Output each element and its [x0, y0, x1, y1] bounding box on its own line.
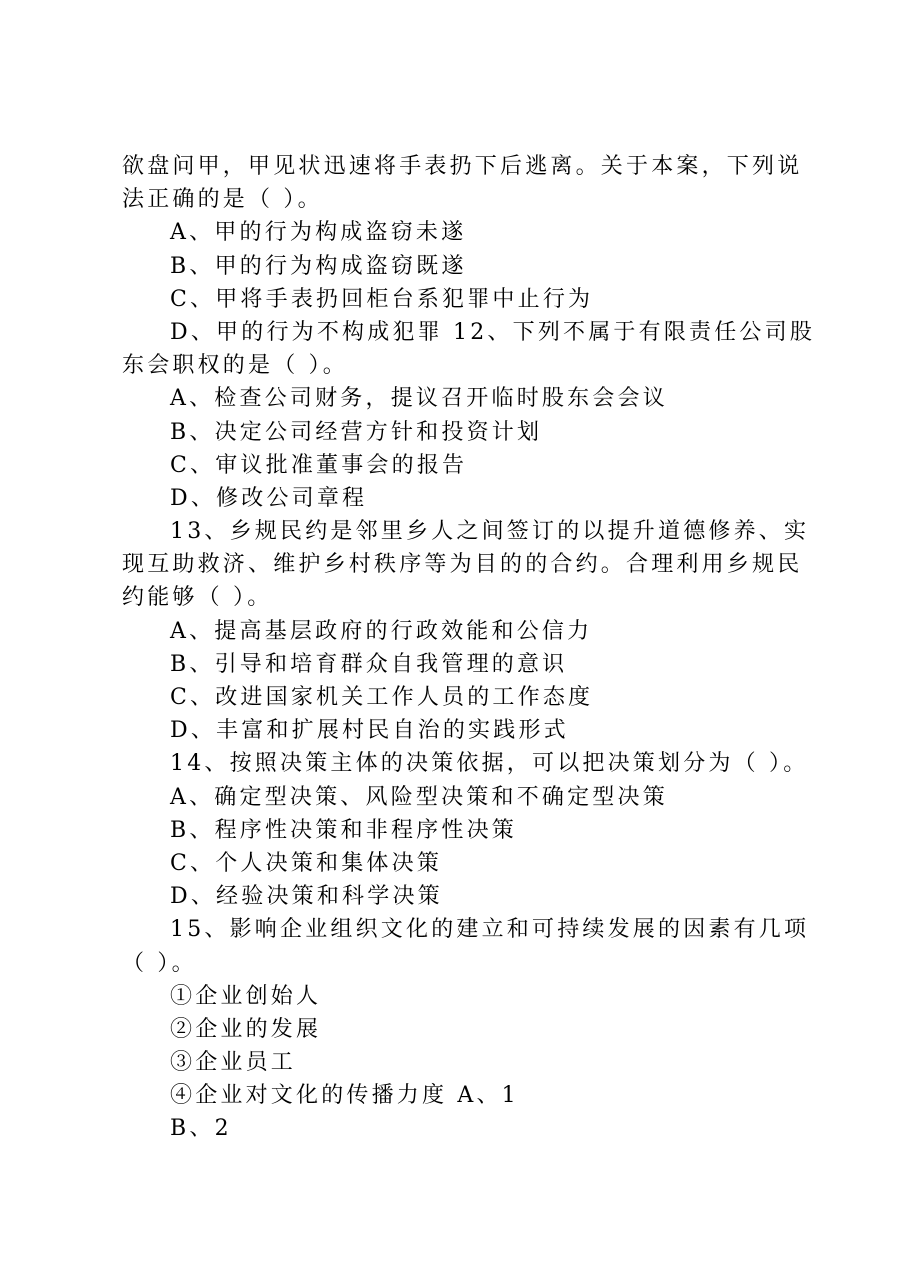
text-line: B、决定公司经营方针和投资计划	[170, 419, 543, 445]
text-line: 约能够（ ）。	[122, 585, 273, 611]
text-line: ②企业的发展	[170, 1016, 322, 1042]
text-line: （ ）。	[122, 950, 197, 976]
text-line: D、甲的行为不构成犯罪 12、下列不属于有限责任公司股	[170, 319, 816, 345]
text-line: C、审议批准董事会的报告	[170, 452, 468, 478]
text-line: B、程序性决策和非程序性决策	[170, 817, 517, 843]
text-line: A、提高基层政府的行政效能和公信力	[170, 618, 593, 644]
text-line: 东会职权的是（ ）。	[122, 353, 348, 379]
text-line: A、甲的行为构成盗窃未遂	[170, 220, 467, 246]
text-line: ④企业对文化的传播力度 A、1	[170, 1083, 519, 1109]
text-line: B、2	[170, 1116, 232, 1142]
text-line: 15、影响企业组织文化的建立和可持续发展的因素有几项	[170, 917, 810, 943]
text-line: ①企业创始人	[170, 983, 322, 1009]
text-line: B、引导和培育群众自我管理的意识	[170, 651, 568, 677]
text-line: A、检查公司财务，提议召开临时股东会会议	[170, 386, 668, 412]
text-line: 欲盘问甲，甲见状迅速将手表扔下后逃离。关于本案，下列说	[122, 154, 803, 179]
text-line: C、个人决策和集体决策	[170, 850, 443, 876]
text-line: D、丰富和扩展村民自治的实践形式	[170, 718, 569, 744]
text-line: 14、按照决策主体的决策依据，可以把决策划分为（ ）。	[170, 751, 809, 777]
text-line: 13、乡规民约是邻里乡人之间签订的以提升道德修养、实	[170, 519, 810, 545]
text-line: ③企业员工	[170, 1050, 297, 1076]
text-line: B、甲的行为构成盗窃既遂	[170, 253, 467, 279]
text-line: 现互助救济、维护乡村秩序等为目的的合约。合理利用乡规民	[122, 552, 803, 578]
document-text-body	[122, 150, 816, 1146]
text-line: C、甲将手表扔回柜台系犯罪中止行为	[170, 286, 594, 312]
text-line: D、修改公司章程	[170, 485, 368, 511]
text-line: 法正确的是（ ）。	[122, 187, 323, 213]
text-line: D、经验决策和科学决策	[170, 884, 443, 910]
text-line: A、确定型决策、风险型决策和不确定型决策	[170, 784, 668, 810]
text-line: C、改进国家机关工作人员的工作态度	[170, 685, 594, 710]
